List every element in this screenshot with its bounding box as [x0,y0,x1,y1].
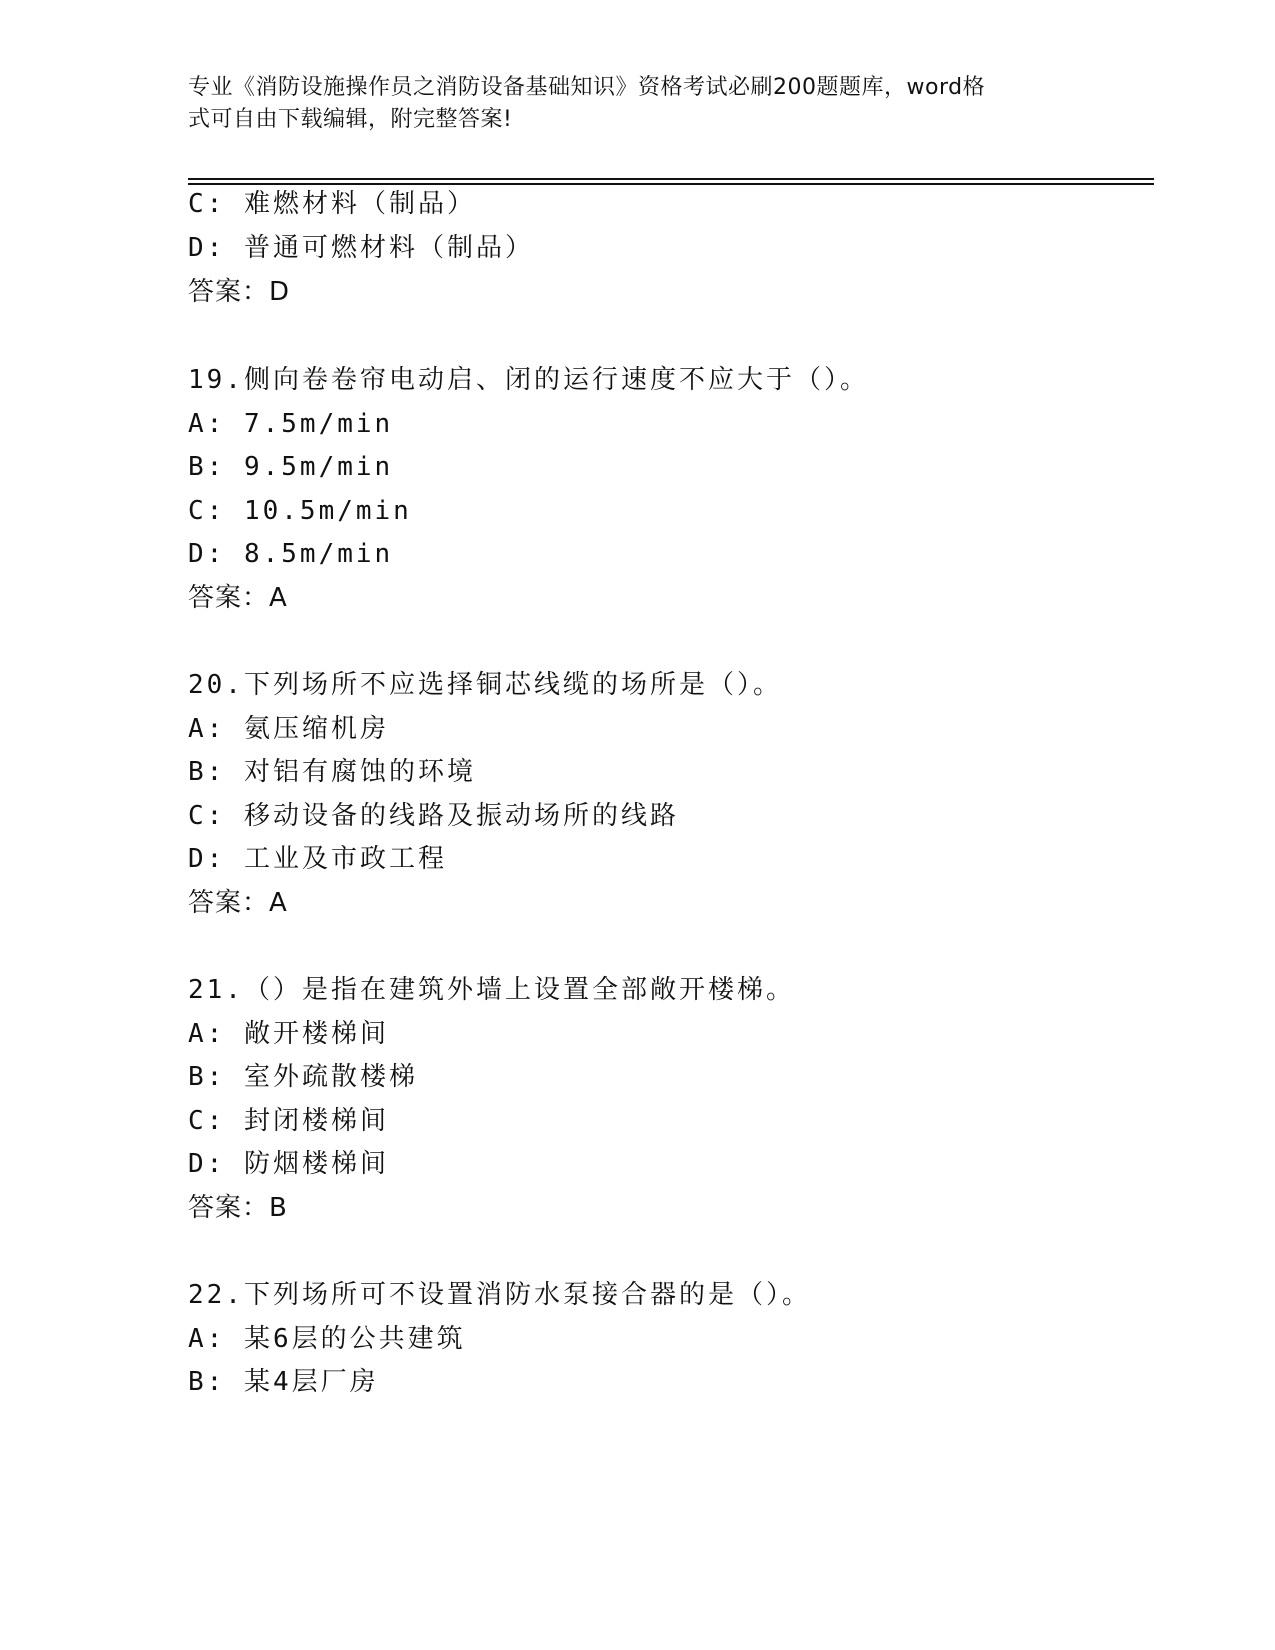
q19-option-b: B: 9.5m/min [188,452,394,482]
q21-answer: 答案：B [188,1193,288,1223]
q20-answer: 答案：A [188,888,288,918]
q20-option-a: A: 氨压缩机房 [188,714,389,744]
q18-answer: 答案：D [188,277,291,307]
q19-stem: 19.侧向卷卷帘电动启、闭的运行速度不应大于（）。 [188,365,869,395]
q20-option-b: B: 对铝有腐蚀的环境 [188,757,476,787]
header-line-1: 专业《消防设施操作员之消防设备基础知识》资格考试必刷200题题库，word格 [188,75,986,100]
q22-option-b: B: 某4层厂房 [188,1367,379,1397]
q19-option-a: A: 7.5m/min [188,409,394,439]
q21-stem: 21.（）是指在建筑外墙上设置全部敞开楼梯。 [188,975,795,1005]
q21-option-b: B: 室外疏散楼梯 [188,1062,418,1092]
header-line-2: 式可自由下载编辑，附完整答案! [188,107,513,132]
q19-option-c: C: 10.5m/min [188,496,412,526]
q20-stem: 20.下列场所不应选择铜芯线缆的场所是（）。 [188,670,782,700]
document-header [188,72,1068,136]
q18-option-d: D: 普通可燃材料（制品） [188,233,534,263]
q20-option-d: D: 工业及市政工程 [188,844,447,874]
header-divider-top [188,178,1154,180]
q22-option-a: A: 某6层的公共建筑 [188,1324,466,1354]
q19-answer: 答案：A [188,583,288,613]
q21-option-c: C: 封闭楼梯间 [188,1106,389,1136]
q19-option-d: D: 8.5m/min [188,539,394,569]
q21-option-d: D: 防烟楼梯间 [188,1149,389,1179]
q22-stem: 22.下列场所可不设置消防水泵接合器的是（）。 [188,1280,811,1310]
q20-option-c: C: 移动设备的线路及振动场所的线路 [188,801,679,831]
q18-option-c: C: 难燃材料（制品） [188,189,476,219]
header-divider-bottom [188,183,1154,185]
q21-option-a: A: 敞开楼梯间 [188,1019,389,1049]
